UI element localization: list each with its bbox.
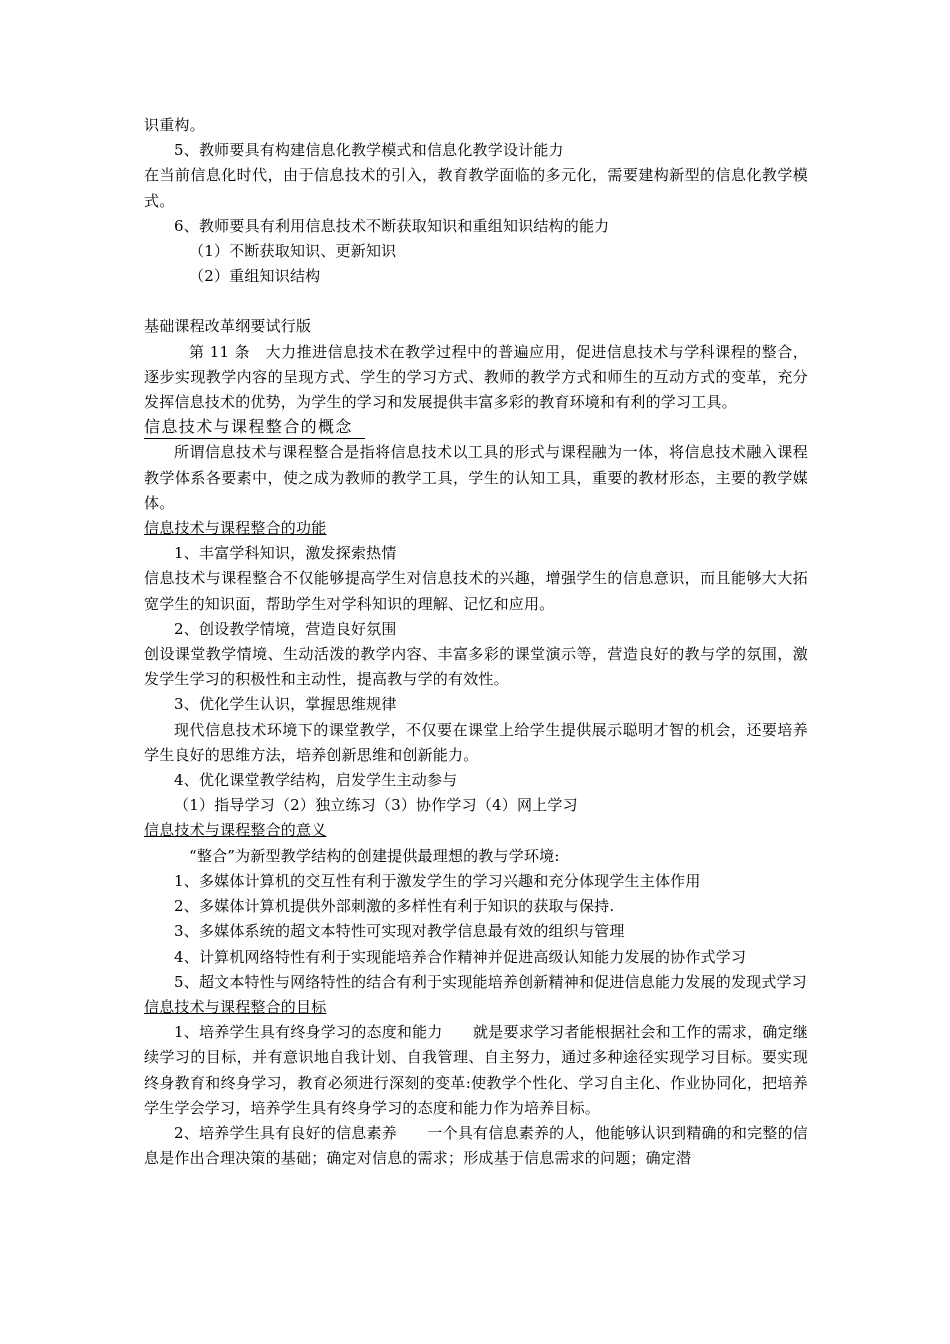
outline-title: 基础课程改革纲要试行版: [144, 317, 312, 336]
meaning-heading: 信息技术与课程整合的意义: [144, 821, 327, 840]
meaning-item-3: 3、多媒体系统的超文本特性可实现对教学信息最有效的组织与管理: [174, 922, 625, 941]
item-6-title: 6、教师要具有利用信息技术不断获取知识和重组知识结构的能力: [174, 216, 610, 235]
concept-heading-line: [144, 415, 808, 440]
function-2-title: 2、创设教学情境，营造良好氛围: [174, 619, 397, 638]
item-6-sub-2: （2）重组知识结构: [189, 267, 321, 286]
concept-body: 所谓信息技术与课程整合是指将信息技术以工具的形式与课程融为一体，将信息技术融入课程教学体系各要素中，使之成为教师的教学工具，学生的认知工具，重要的教材形态，主要的教学媒体。: [144, 443, 808, 512]
goal-2: 2、培养学生具有良好的信息素养 一个具有信息素养的人，他能够认识到精确的和完整的信息是作出合理决策的基础；确定对信息的需求；形成基于信息需求的问题；确定潜: [144, 1123, 808, 1168]
function-4-body: （1）指导学习（2）独立练习（3）协作学习（4）网上学习: [174, 796, 578, 815]
meaning-item-5: 5、超文本特性与网络特性的结合有利于实现能培养创新精神和促进信息能力发展的发现式学习: [174, 972, 807, 991]
item-5-title: 5、教师要具有构建信息化教学模式和信息化教学设计能力: [174, 141, 564, 160]
outline-article: 第 11 条 大力推进信息技术在教学过程中的普遍应用，促进信息技术与学科课程的整合，逐步实现教学内容的呈现方式、学生的学习方式、教师的教学方式和师生的互动方式的变革，充分发挥信息技术的优势，为学生的学习和发展提供丰富多彩的教育环境和有利的学习工具。: [144, 342, 808, 412]
goals-heading: 信息技术与课程整合的目标: [144, 997, 327, 1016]
function-4-title: 4、优化课堂教学结构，启发学生主动参与: [174, 771, 458, 790]
meaning-item-2: 2、多媒体计算机提供外部刺激的多样性有利于知识的获取与保持.: [174, 897, 615, 916]
function-1-title: 1、丰富学科知识，激发探索热情: [174, 544, 397, 563]
meaning-item-4: 4、计算机网络特性有利于实现能培养合作精神并促进高级认知能力发展的协作式学习: [174, 947, 747, 966]
goal-1: 1、培养学生具有终身学习的态度和能力 就是要求学习者能根据社会和工作的需求，确定继续学习的目标，并有意识地自我计划、自我管理、自主努力，通过多种途径实现学习目标。要实现终身教育和终身学习，教育必须进行深刻的变革:使教学个性化、学习自主化、作业协同化，把培养学生学会学习，培养学生具有终身学习的态度和能力作为培养目标。: [144, 1023, 808, 1117]
meaning-item-1: 1、多媒体计算机的交互性有利于激发学生的学习兴趣和充分体现学生主体作用: [174, 871, 701, 890]
functions-heading: 信息技术与课程整合的功能: [144, 519, 327, 538]
concept-heading: 信息技术与课程整合的概念: [144, 415, 365, 439]
item-5-body: 在当前信息化时代，由于信息技术的引入，教育教学面临的多元化，需要建构新型的信息化教学模式。: [144, 166, 808, 210]
function-2-body: 创设课堂教学情境、生动活泼的教学内容、丰富多彩的课堂演示等，营造良好的教与学的氛围，激发学生学习的积极性和主动性，提高教与学的有效性。: [144, 645, 808, 689]
item-6-sub-1: （1）不断获取知识、更新知识: [189, 242, 397, 261]
function-3-body: 现代信息技术环境下的课堂教学，不仅要在课堂上给学生提供展示聪明才智的机会，还要培养学生良好的思维方法，培养创新思维和创新能力。: [144, 720, 808, 764]
function-1-body: 信息技术与课程整合不仅能够提高学生对信息技术的兴趣，增强学生的信息意识，而且能够大大拓宽学生的知识面，帮助学生对学科知识的理解、记忆和应用。: [144, 569, 808, 613]
function-3-title: 3、优化学生认识，掌握思维规律: [174, 695, 397, 714]
spacer: [144, 289, 808, 314]
continued-line: 识重构。: [144, 116, 205, 134]
document-page: [144, 113, 808, 1171]
meaning-intro: “整合”为新型教学结构的创建提供最理想的教与学环境:: [189, 846, 560, 865]
